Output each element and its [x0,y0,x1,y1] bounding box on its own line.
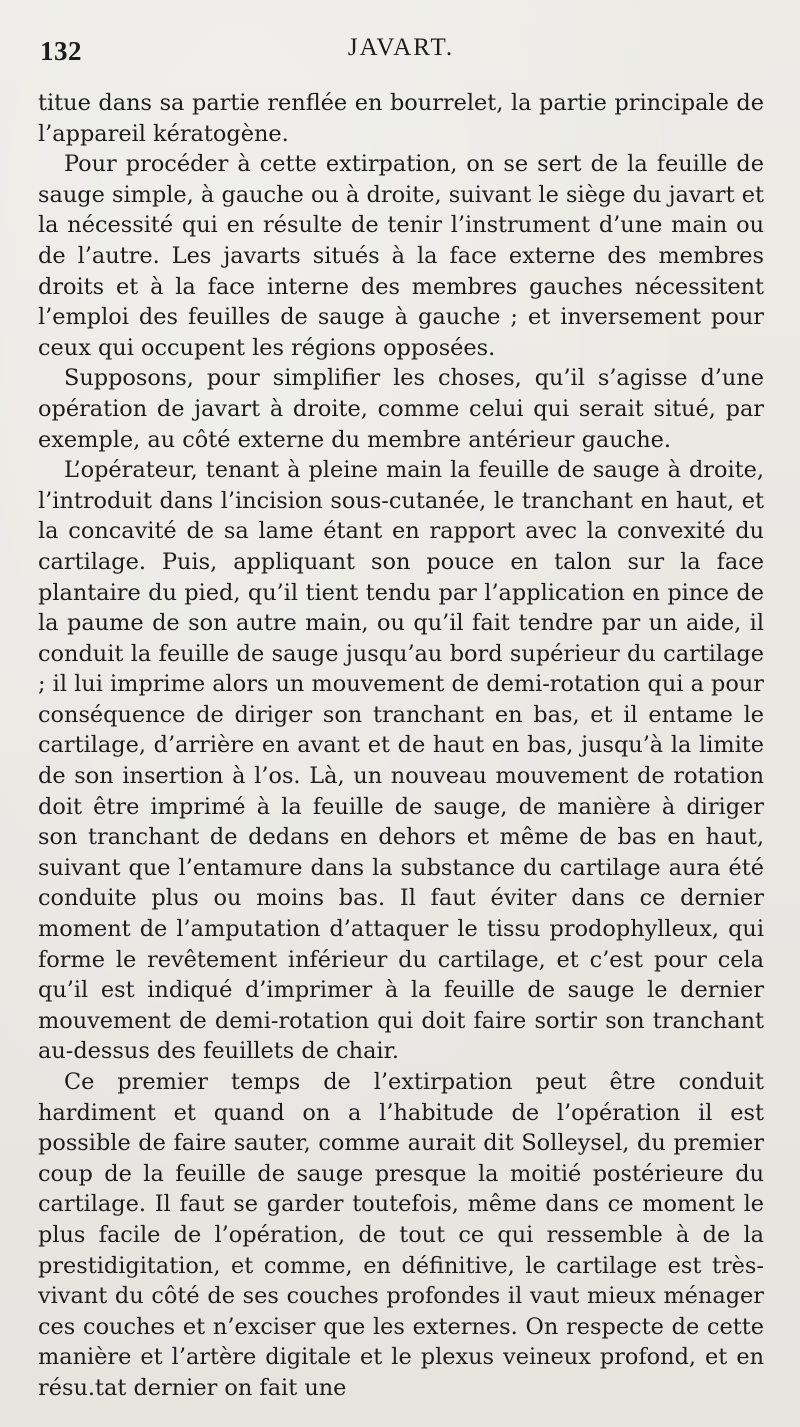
body-text [38,88,764,1404]
paragraph-3: Supposons, pour simplifier les choses, qu’il s’agisse d’une opération de javart à droite, comme celui qui serait situé, par exemple, au côté externe du membre antérieur gauche. [38,365,764,453]
page-number: 132 [40,36,82,66]
paragraph-4: L’opérateur, tenant à pleine main la feuille de sauge à droite, l’introduit dans l’incision sous-cutanée, le tranchant en haut, et la concavité de sa lame étant en rapport avec la convexité du cartilage. Puis, appliquant son pouce en talon sur la face plantaire du pied, qu’il tient tendu par l’application en pince de la paume de son autre main, ou qu’il fait tendre par un aide, il conduit la feuille de sauge jusqu’au bord supérieur du cartilage ; il lui imprime alors un mouvement de demi-rotation qui a pour conséquence de diriger son tranchant en bas, et il entame le cartilage, d’arrière en avant et de haut en bas, jusqu’à la limite de son insertion à l’os. Là, un nouveau mouvement de rotation doit être imprimé à la feuille de sauge, de manière à diriger son tranchant de dedans en dehors et même de bas en haut, suivant que l’entamure dans la substance du cartilage aura été conduite plus ou moins bas. Il faut éviter dans ce dernier moment de l’amputation d’attaquer le tissu prodophylleux, qui forme le revêtement inférieur du cartilage, et c’est pour cela qu’il est indiqué d’imprimer à la feuille de sauge le dernier mouvement de demi-rotation qui doit faire sortir son tranchant au-dessus des feuillets de chair. [38,457,764,1065]
paragraph-2: Pour procéder à cette extirpation, on se sert de la feuille de sauge simple, à gauche ou à droite, suivant le siège du javart et la nécessité qui en résulte de tenir l’instrument d’une main ou de l’autre. Les javarts situés à la face externe des membres droits et à la face interne des membres gauches nécessitent l’emploi des feuilles de sauge à gauche ; et inversement pour ceux qui occupent les régions opposées. [38,151,764,361]
page-header [38,26,764,76]
paragraph-1: titue dans sa partie renflée en bourrelet, la partie principale de l’appareil kératogène. [38,90,764,147]
paragraph-5: Ce premier temps de l’extirpation peut être conduit hardiment et quand on a l’habitude de l’opération il est possible de faire sauter, comme aurait dit Solleysel, du premier coup de la feuille de sauge presque la moitié postérieure du cartilage. Il faut se garder toutefois, même dans ce moment le plus facile de l’opération, de tout ce qui ressemble à de la prestidigitation, et comme, en définitive, le cartilage est très-vivant du côté de ses couches profondes il vaut mieux ménager ces couches et n’exciser que les externes. On respecte de cette manière et l’artère digitale et le plexus veineux profond, et en résu.tat dernier on fait une [38,1069,764,1401]
running-head: JAVART. [347,34,455,61]
